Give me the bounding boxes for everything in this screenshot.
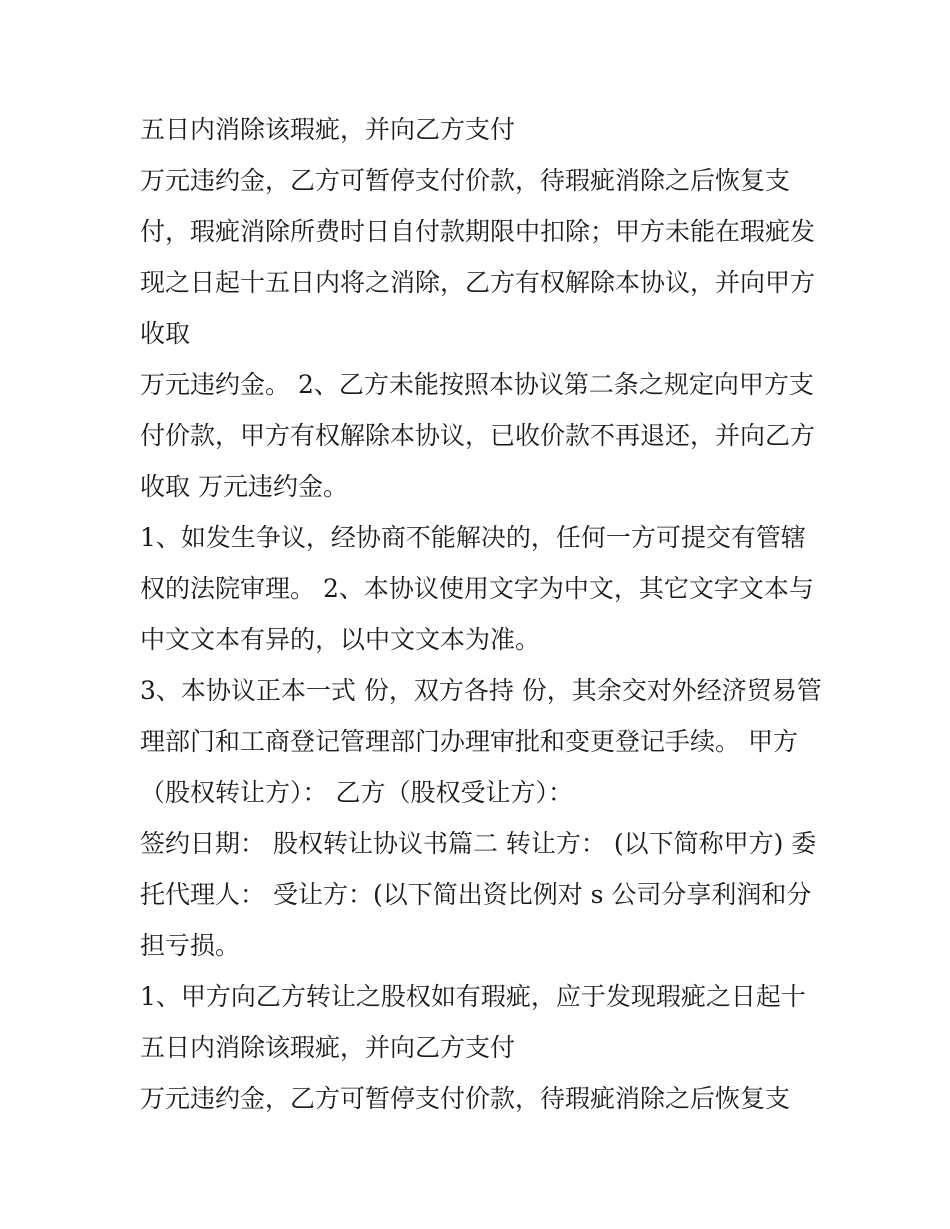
text-line: 3、本协议正本一式 份，双方各持 份，其余交对外经济贸易管 — [140, 676, 822, 705]
text-line: 付价款，甲方有权解除本协议，已收价款不再退还，并向乙方 — [140, 421, 816, 450]
text-line: 收取 — [140, 319, 191, 348]
text-line: 现之日起十五日内将之消除，乙方有权解除本协议，并向甲方 — [140, 268, 816, 297]
text-line: 中文文本有异的，以中文文本为准。 — [140, 625, 541, 654]
text-line: 付，瑕疵消除所费时日自付款期限中扣除；甲方未能在瑕疵发 — [140, 217, 816, 246]
text-line: 理部门和工商登记管理部门办理审批和变更登记手续。 甲方 — [140, 727, 798, 756]
text-line: 权的法院审理。 2、本协议使用文字为中文，其它文字文本与 — [140, 574, 814, 603]
text-line: 1、甲方向乙方转让之股权如有瑕疵，应于发现瑕疵之日起十 — [140, 982, 806, 1011]
text-line: 万元违约金。 2、乙方未能按照本协议第二条之规定向甲方支 — [140, 370, 814, 399]
text-line: 五日内消除该瑕疵，并向乙方支付 — [140, 1033, 516, 1062]
text-line: （股权转让方）： 乙方（股权受让方）： — [140, 778, 573, 807]
text-line: 担亏损。 — [140, 931, 241, 960]
text-line: 万元违约金，乙方可暂停支付价款，待瑕疵消除之后恢复支 — [140, 1084, 791, 1113]
text-line: 收取 万元违约金。 — [140, 472, 348, 501]
text-line: 托代理人： 受让方：(以下简出资比例对 s 公司分享利润和分 — [140, 880, 812, 909]
text-line: 签约日期： 股权转让协议书篇二 转让方： (以下简称甲方) 委 — [140, 829, 817, 858]
text-line: 1、如发生争议，经协商不能解决的，任何一方可提交有管辖 — [140, 523, 806, 552]
text-line: 万元违约金，乙方可暂停支付价款，待瑕疵消除之后恢复支 — [140, 166, 791, 195]
text-line: 五日内消除该瑕疵，并向乙方支付 — [140, 115, 516, 144]
